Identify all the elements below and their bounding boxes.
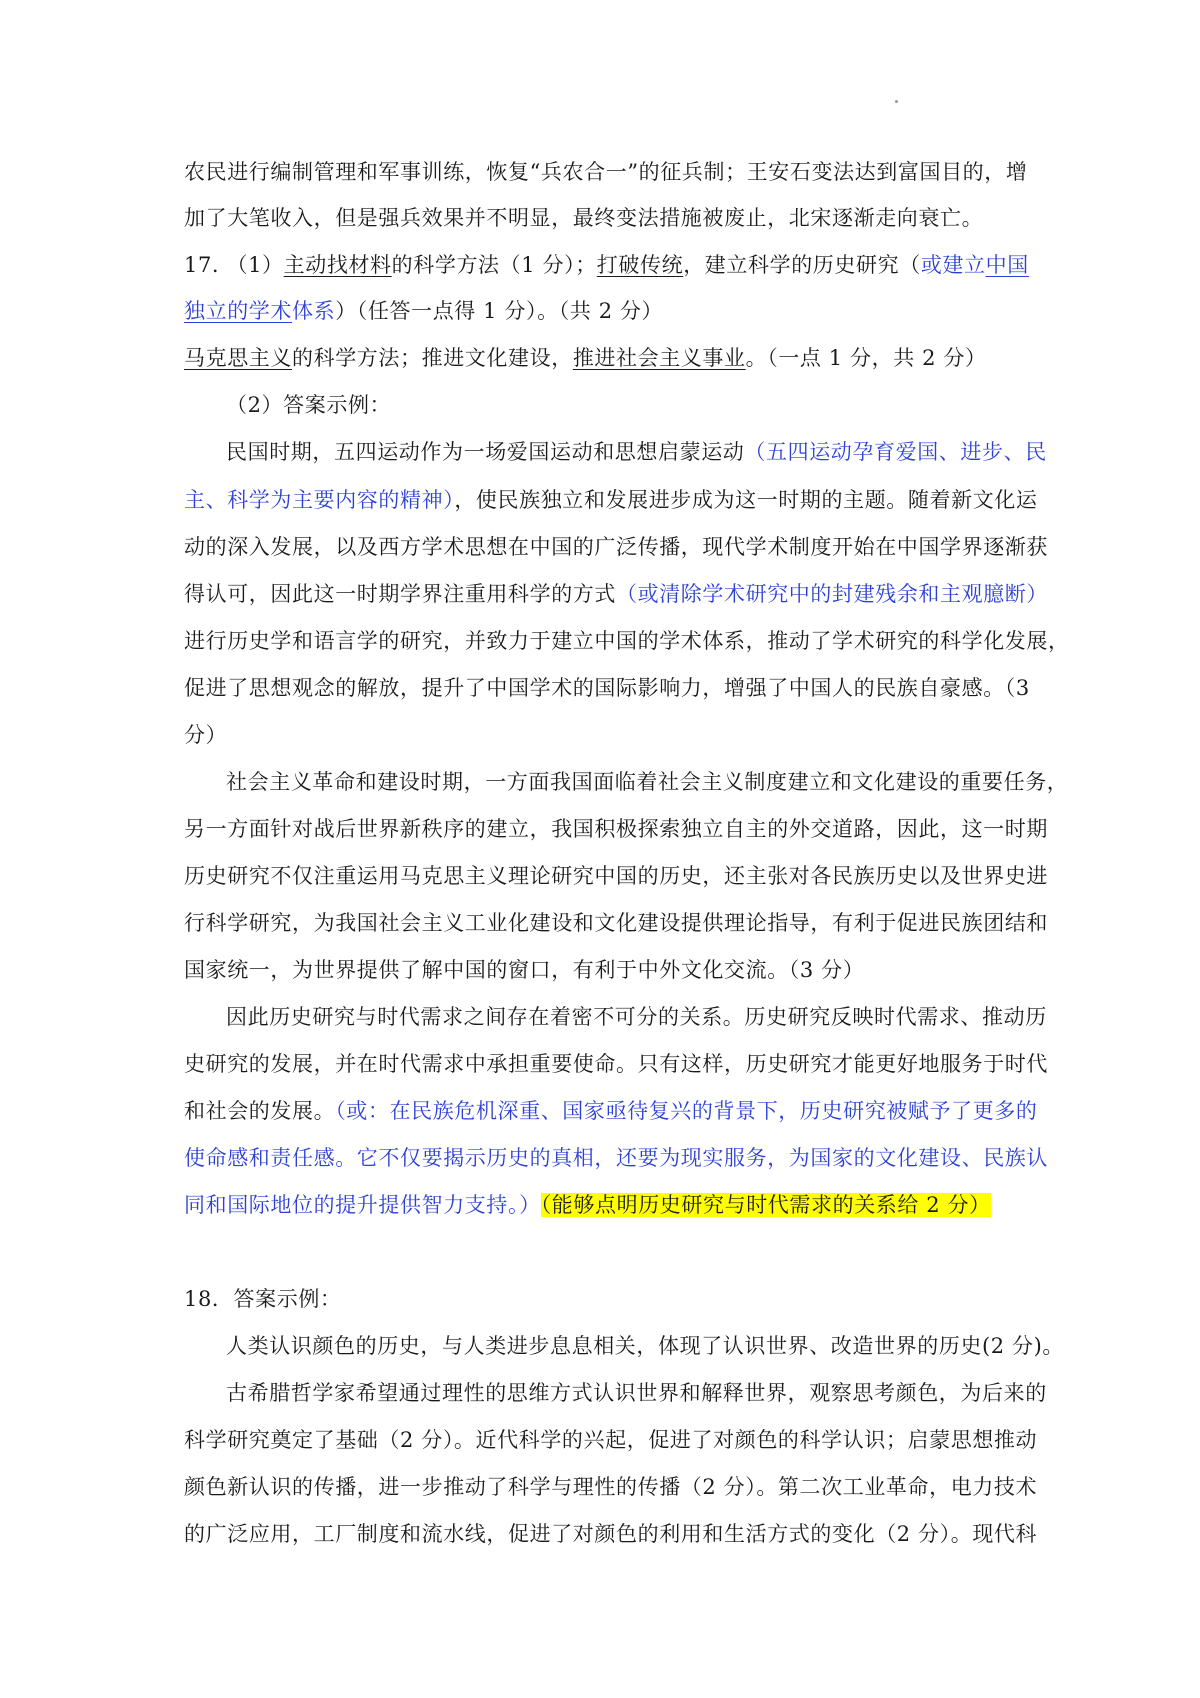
paragraph-line: 进行历史学和语言学的研究，并致力于建立中国的学术体系，推动了学术研究的科学化发展， xyxy=(184,629,1070,653)
alternative-answer: 中国 xyxy=(985,253,1029,277)
paragraph-line: 史研究的发展，并在时代需求中承担重要使命。只有这样，历史研究才能更好地服务于时代 xyxy=(184,1052,1048,1076)
paragraph-line: 颜色新认识的传播，进一步推动了科学与理性的传播（2 分）。第二次工业革命，电力技术 xyxy=(184,1475,1038,1499)
paragraph-line: 和社会的发展。（或：在民族危机深重、国家亟待复兴的背景下，历史研究被赋予了更多的 xyxy=(184,1099,1038,1123)
alternative-answer-line: 使命感和责任感。它不仅要揭示历史的真相，还要为现实服务，为国家的文化建设、民族认 xyxy=(184,1146,1048,1170)
paragraph-line xyxy=(184,1190,1034,1220)
q17-part2-label: （2）答案示例： xyxy=(226,393,392,417)
underlined-keyword: 主动找材料 xyxy=(283,253,392,277)
paragraph-line: 科学研究奠定了基础（2 分）。近代科学的兴起，促进了对颜色的科学认识；启蒙思想推动 xyxy=(184,1428,1038,1452)
page-mark xyxy=(895,100,898,103)
underlined-keyword: 推进社会主义事业 xyxy=(572,346,746,370)
paragraph-line: 行科学研究，为我国社会主义工业化建设和文化建设提供理论指导，有利于促进民族团结和 xyxy=(184,911,1048,935)
q17-part1-line: 17. （1）主动找材料的科学方法（1 分）；打破传统，建立科学的历史研究（或建立中国 xyxy=(184,253,1029,277)
q17-number: 17. xyxy=(184,253,220,277)
q18-header: 18．答案示例： xyxy=(184,1287,342,1311)
intro-line: 加了大笔收入，但是强兵效果并不明显，最终变法措施被废止，北宋逐渐走向衰亡。 xyxy=(184,206,984,230)
alternative-answer: （五四运动孕育爱国、进步、民 xyxy=(744,440,1047,464)
highlighted-scoring-note: （能够点明历史研究与时代需求的关系给 2 分） xyxy=(540,1193,991,1217)
paragraph-line: 得认可，因此这一时期学界注重用科学的方式（或清除学术研究中的封建残余和主观臆断） xyxy=(184,582,1048,606)
alternative-answer: 体系 xyxy=(292,299,336,323)
alternative-answer: 同和国际地位的提升提供智力支持。） xyxy=(184,1193,541,1217)
paragraph-line: 国家统一，为世界提供了解中国的窗口，有利于中外文化交流。（3 分） xyxy=(184,958,865,982)
paragraph-line: 古希腊哲学家希望通过理性的思维方式认识世界和解释世界，观察思考颜色，为后来的 xyxy=(226,1381,1047,1405)
paragraph-line: 另一方面针对战后世界新秩序的建立，我国积极探索独立自主的外交道路，因此，这一时期 xyxy=(184,817,1048,841)
alternative-answer: （或：在民族危机深重、国家亟待复兴的背景下，历史研究被赋予了更多的 xyxy=(335,1099,1038,1123)
paragraph-line: 的广泛应用，工厂制度和流水线，促进了对颜色的利用和生活方式的变化（2 分）。现代科 xyxy=(184,1522,1038,1546)
paragraph-line: 人类认识颜色的历史，与人类进步息息相关，体现了认识世界、改造世界的历史(2 分)。 xyxy=(226,1334,1065,1358)
alternative-answer: 或建立 xyxy=(920,253,986,277)
paragraph-line: 促进了思想观念的解放，提升了中国学术的国际影响力，增强了中国人的民族自豪感。（3 xyxy=(184,676,1030,700)
paragraph-line: 社会主义革命和建设时期，一方面我国面临着社会主义制度建立和文化建设的重要任务， xyxy=(226,770,1069,794)
paragraph-line: 分） xyxy=(184,723,228,747)
q17-part1-line: 马克思主义的科学方法；推进文化建设，推进社会主义事业。（一点 1 分，共 2 分） xyxy=(184,346,987,370)
paragraph-line: 动的深入发展，以及西方学术思想在中国的广泛传播，现代学术制度开始在中国学界逐渐获 xyxy=(184,535,1048,559)
intro-line: 农民进行编制管理和军事训练，恢复“兵农合一”的征兵制；王安石变法达到富国目的，增 xyxy=(184,160,1028,184)
paragraph-line: 主、科学为主要内容的精神），使民族独立和发展进步成为这一时期的主题。随着新文化运 xyxy=(184,488,1038,512)
paragraph-line: 民国时期，五四运动作为一场爱国运动和思想启蒙运动（五四运动孕育爱国、进步、民 xyxy=(226,440,1047,464)
q17-part1-line: 独立的学术体系）（任答一点得 1 分）。（共 2 分） xyxy=(184,299,664,323)
underlined-keyword: 打破传统 xyxy=(596,253,684,277)
alternative-answer: 主、科学为主要内容的精神） xyxy=(184,488,455,512)
alternative-answer: （或清除学术研究中的封建残余和主观臆断） xyxy=(616,582,1048,606)
paragraph-line: 历史研究不仅注重运用马克思主义理论研究中国的历史，还主张对各民族历史以及世界史进 xyxy=(184,864,1048,888)
paragraph-line: 因此历史研究与时代需求之间存在着密不可分的关系。历史研究反映时代需求、推动历 xyxy=(226,1005,1047,1029)
alternative-answer: 独立的学术 xyxy=(184,299,292,323)
underlined-keyword: 马克思主义 xyxy=(184,346,292,370)
